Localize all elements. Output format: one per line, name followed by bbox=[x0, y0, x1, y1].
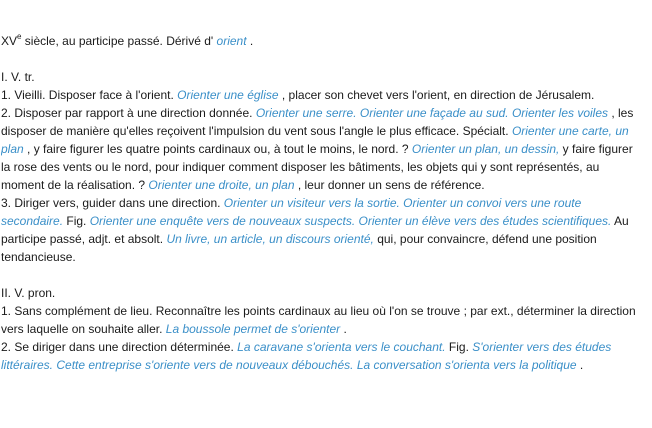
definition-text: 2. Se diriger dans une direction déterminée. bbox=[1, 340, 238, 354]
definition-line bbox=[1, 194, 648, 212]
spacer bbox=[1, 266, 648, 284]
example-phrase: Orienter une serre. Orienter une façade au sud. Orienter les voiles bbox=[255, 106, 609, 120]
spacer bbox=[1, 50, 648, 68]
example-phrase: littéraires. Cette entreprise s'oriente vers de nouveaux débouchés. La conversation s'orienta vers la politique bbox=[1, 358, 577, 372]
example-phrase: Orienter un visiteur vers la sortie. Orienter un convoi vers une route bbox=[223, 196, 582, 210]
definition-text: 1. Vieilli. Disposer face à l'orient. bbox=[1, 88, 178, 102]
definition-line bbox=[1, 302, 648, 320]
example-phrase: Un livre, un article, un discours orienté, bbox=[166, 232, 374, 246]
section-transitive-definitions bbox=[1, 86, 648, 266]
definition-text: . bbox=[576, 358, 584, 372]
definition-text: 2. Disposer par rapport à une direction donnée. bbox=[1, 106, 256, 120]
definition-text: 3. Diriger vers, guider dans une direction. bbox=[1, 196, 224, 210]
definition-text: , y faire figurer les quatre points cardinaux ou, à tout le moins, le nord. ? bbox=[23, 142, 412, 156]
definition-text: , leur donner un sens de référence. bbox=[294, 178, 485, 192]
definition-text: Fig. bbox=[445, 340, 473, 354]
definition-text: participe passé, adjt. et absolt. bbox=[1, 232, 167, 246]
definition-line bbox=[1, 338, 648, 356]
section-heading-pronominal: II. V. pron. bbox=[1, 286, 56, 300]
definition-text: disposer de manière qu'elles reçoivent l'impulsion du vent sous l'angle le plus efficace. Spécialt. bbox=[1, 124, 512, 138]
definition-line bbox=[1, 248, 648, 266]
definition-line bbox=[1, 230, 648, 248]
definition-line bbox=[1, 140, 648, 158]
definition-text: Au bbox=[611, 214, 629, 228]
definition-text: tendancieuse. bbox=[1, 250, 76, 264]
example-phrase: Orienter une enquête vers de nouveaux suspects. Orienter un élève vers des études scientifiques. bbox=[89, 214, 612, 228]
example-phrase: Orienter une église bbox=[177, 88, 279, 102]
definition-text: moment de la réalisation. ? bbox=[1, 178, 149, 192]
definition-text: 1. Sans complément de lieu. Reconnaître les points cardinaux au lieu où l'on se trouve ; par ext., déterminer la direction bbox=[1, 304, 636, 318]
orient-link[interactable]: orient bbox=[216, 34, 247, 48]
definition-line bbox=[1, 356, 648, 374]
definition-line bbox=[1, 104, 648, 122]
definition-text: qui, pour convaincre, défend une position bbox=[373, 232, 597, 246]
etymology-end: . bbox=[246, 34, 254, 48]
definition-line bbox=[1, 86, 648, 104]
definition-line bbox=[1, 212, 648, 230]
example-phrase: La boussole permet de s'orienter bbox=[165, 322, 341, 336]
example-phrase: Orienter une carte, un bbox=[511, 124, 629, 138]
definition-text: vers laquelle on souhaite aller. bbox=[1, 322, 166, 336]
definition-text: . bbox=[340, 322, 347, 336]
definition-text: la rose des vents ou le nord, pour indiquer comment disposer les bâtiments, les objets qui y sont représentés, au bbox=[1, 160, 600, 174]
example-phrase: S'orienter vers des études bbox=[472, 340, 612, 354]
definition-text: , placer son chevet vers l'orient, en direction de Jérusalem. bbox=[278, 88, 595, 102]
example-phrase: secondaire. bbox=[1, 214, 64, 228]
century-numeral: XV bbox=[1, 34, 18, 48]
century-superscript: e bbox=[17, 32, 22, 41]
etymology-text: siècle, au participe passé. Dérivé d' bbox=[21, 34, 217, 48]
example-phrase: Orienter une droite, un plan bbox=[148, 178, 295, 192]
definition-line bbox=[1, 158, 648, 176]
definition-line bbox=[1, 320, 648, 338]
example-phrase: Orienter un plan, un dessin, bbox=[411, 142, 560, 156]
example-phrase: plan bbox=[1, 142, 24, 156]
etymology-line bbox=[1, 32, 648, 50]
definition-line bbox=[1, 176, 648, 194]
definition-text: Fig. bbox=[63, 214, 90, 228]
example-phrase: La caravane s'orienta vers le couchant. bbox=[237, 340, 446, 354]
definition-text: , les bbox=[608, 106, 634, 120]
definition-text: y faire figurer bbox=[559, 142, 633, 156]
section-pronominal-definitions bbox=[1, 302, 648, 374]
section-heading-transitive: I. V. tr. bbox=[1, 70, 35, 84]
definition-line bbox=[1, 122, 648, 140]
